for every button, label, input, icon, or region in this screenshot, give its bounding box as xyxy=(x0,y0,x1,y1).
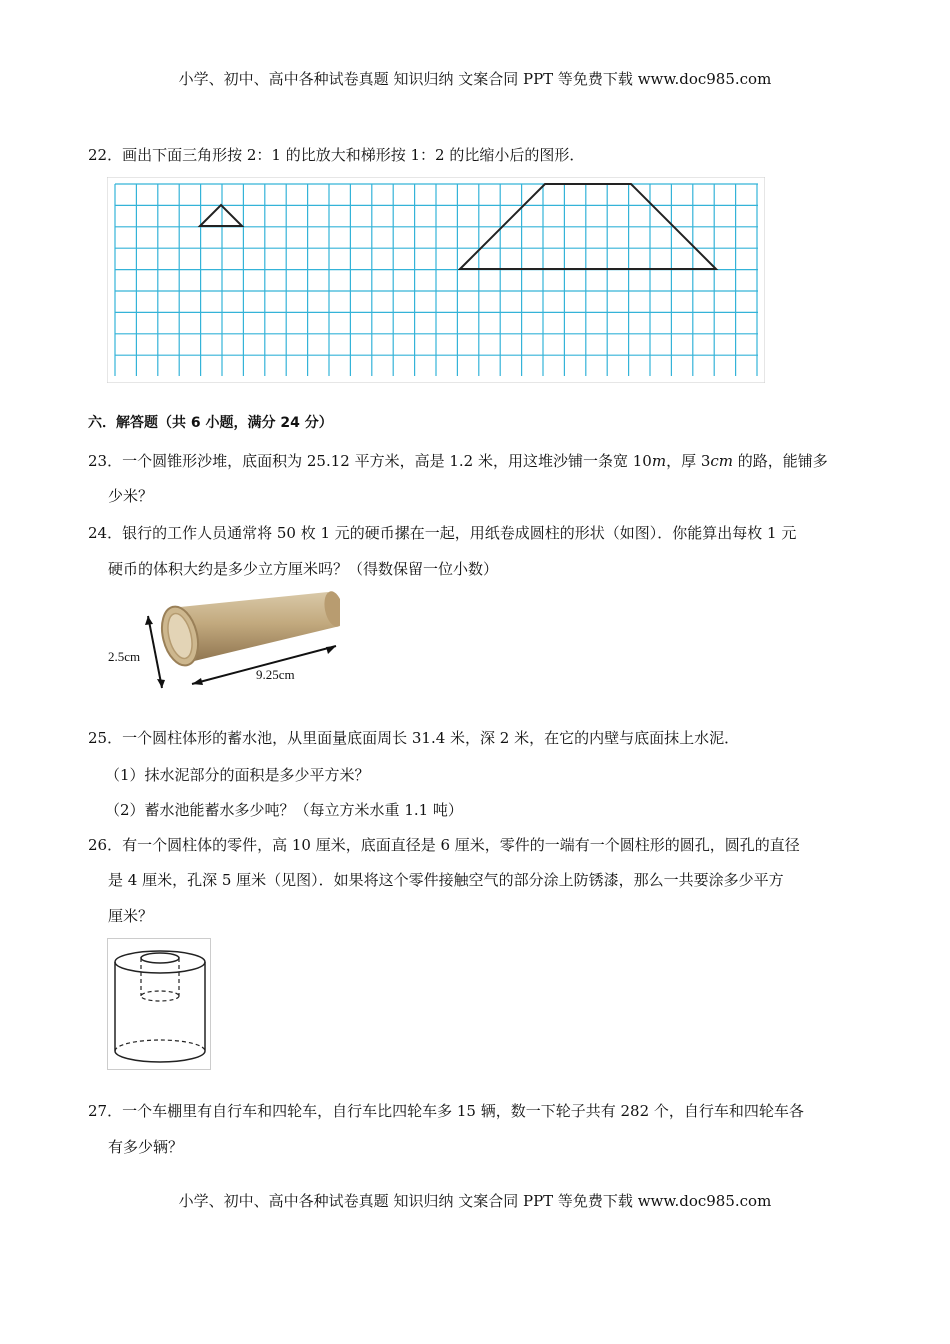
question-27-line1: 27．一个车棚里有自行车和四轮车，自行车比四轮车多 15 辆，数一下轮子共有 282 个，自行车和四轮车各 xyxy=(88,1102,804,1120)
question-23-line2: 少米？ xyxy=(108,487,154,505)
length-label: 9.25cm xyxy=(256,667,295,682)
question-26-line1: 26．有一个圆柱体的零件，高 10 厘米，底面直径是 6 厘米，零件的一端有一个圆柱形的圆孔，圆孔的直径 xyxy=(88,836,800,854)
q23-unit-m: m xyxy=(651,452,667,470)
question-27-line2: 有多少辆？ xyxy=(108,1138,184,1156)
question-25-sub2: （2）蓄水池能蓄水多少吨？（每立方米水重 1.1 吨） xyxy=(105,801,463,819)
length-arrow-left xyxy=(192,678,203,685)
question-26-line2: 是 4 厘米，孔深 5 厘米（见图）．如果将这个零件接触空气的部分涂上防锈漆，那么一共要涂多少平方 xyxy=(108,871,784,889)
q23-text-c: 的路，能铺多 xyxy=(733,452,828,470)
q23-text-b: ，厚 3 xyxy=(666,452,711,470)
diameter-dimension-line xyxy=(148,616,162,688)
q23-text-a: 23．一个圆锥形沙堆，底面积为 25.12 平方米，高是 1.2 米，用这堆沙铺一条宽 10 xyxy=(88,452,652,470)
diameter-label: 2.5cm xyxy=(108,649,141,664)
question-22: 22．画出下面三角形按 2：1 的比放大和梯形按 1：2 的比缩小后的图形． xyxy=(88,146,585,164)
page-header: 小学、初中、高中各种试卷真题 知识归纳 文案合同 PPT 等免费下载 www.doc985.com xyxy=(178,70,772,88)
coin-roll-image xyxy=(108,588,340,698)
question-23-line1 xyxy=(88,443,868,479)
length-arrow-right xyxy=(326,646,336,654)
question-26-line3: 厘米？ xyxy=(108,907,154,925)
question-24-line1: 24．银行的工作人员通常将 50 枚 1 元的硬币摞在一起，用纸卷成圆柱的形状（如图）．你能算出每枚 1 元 xyxy=(88,524,797,542)
q23-unit-cm: cm xyxy=(710,452,733,470)
section-title: 六．解答题（共 6 小题，满分 24 分） xyxy=(88,415,333,431)
question-25-line1: 25．一个圆柱体形的蓄水池，从里面量底面周长 31.4 米，深 2 米，在它的内壁与底面抹上水泥． xyxy=(88,729,740,747)
page-footer: 小学、初中、高中各种试卷真题 知识归纳 文案合同 PPT 等免费下载 www.doc985.com xyxy=(178,1192,772,1210)
diagram-frame xyxy=(108,939,211,1070)
question-24-line2: 硬币的体积大约是多少立方厘米吗？（得数保留一位小数） xyxy=(108,560,499,578)
question-25-sub1: （1）抹水泥部分的面积是多少平方米？ xyxy=(105,766,370,784)
cylinder-part-diagram xyxy=(107,938,211,1070)
grid-figure xyxy=(107,177,765,383)
